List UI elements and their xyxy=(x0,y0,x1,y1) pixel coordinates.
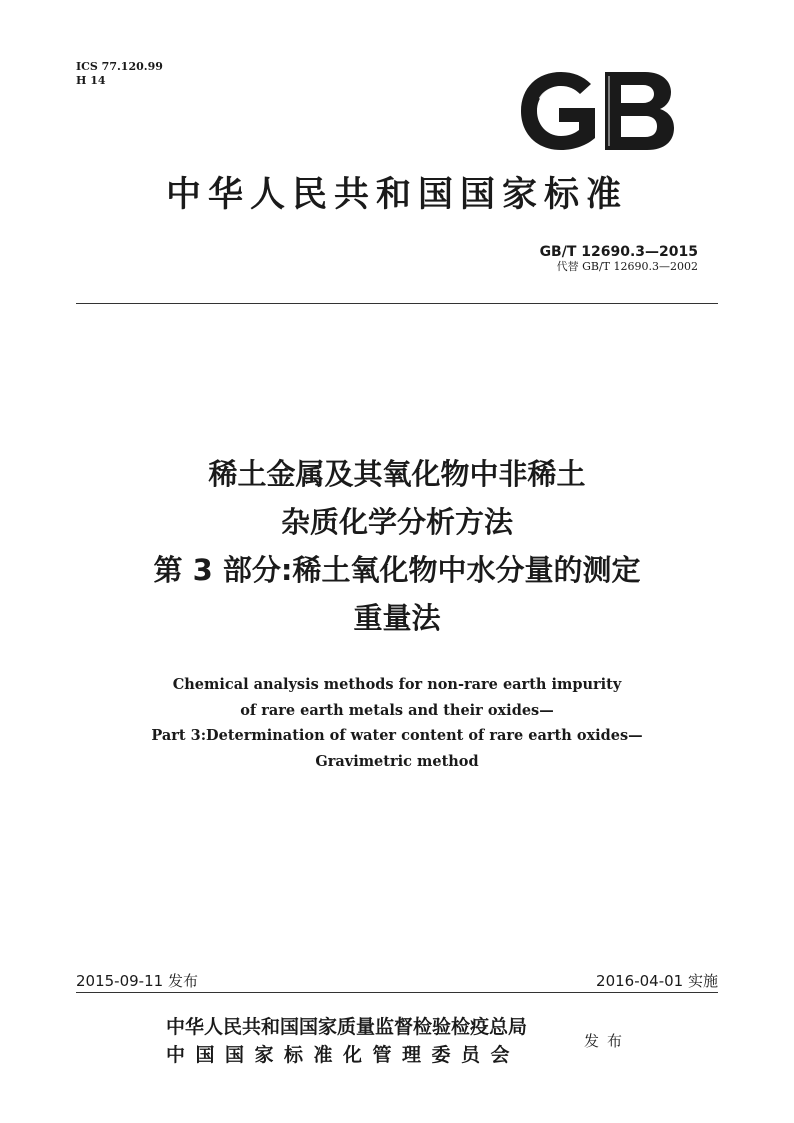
chinese-title-line: 杂质化学分析方法 xyxy=(280,505,513,539)
top-divider xyxy=(76,303,718,304)
ics-code: ICS 77.120.99 xyxy=(76,60,163,73)
standard-number-block xyxy=(540,244,698,274)
chinese-title-line: 第 3 部分:稀土氧化物中水分量的测定 xyxy=(153,553,641,587)
gb-logo-graphic xyxy=(517,68,677,154)
chinese-title-line: 稀土金属及其氧化物中非稀土 xyxy=(208,457,586,491)
english-title-line: Chemical analysis methods for non-rare earth impurity xyxy=(172,676,622,693)
classification-codes xyxy=(76,60,163,88)
publish-action-label: 发布 xyxy=(584,1032,631,1050)
chinese-title-line: 重量法 xyxy=(353,601,441,635)
english-title-line: Gravimetric method xyxy=(315,752,479,770)
publisher-line-1: 中华人民共和国国家质量监督检验检疫总局 xyxy=(166,1016,528,1038)
implementation-date: 2016-04-01 实施 xyxy=(596,972,718,990)
english-title-line: Part 3:Determination of water content of rare earth oxides— xyxy=(151,727,643,744)
publisher-line-2: 中国国家标准化管理委员会 xyxy=(166,1044,521,1066)
standard-number: GB/T 12690.3—2015 xyxy=(539,244,698,260)
chinese-title xyxy=(0,450,794,642)
standard-type-title: 中华人民共和国国家标准 xyxy=(165,174,628,215)
replaces-note: 代替 GB/T 12690.3—2002 xyxy=(556,260,698,273)
issue-date: 2015-09-11 发布 xyxy=(76,972,198,990)
bottom-divider xyxy=(76,992,718,993)
english-title-line: of rare earth metals and their oxides— xyxy=(240,701,554,719)
english-title xyxy=(0,672,794,774)
gb-logo xyxy=(517,68,677,154)
ccs-code: H 14 xyxy=(76,74,106,87)
